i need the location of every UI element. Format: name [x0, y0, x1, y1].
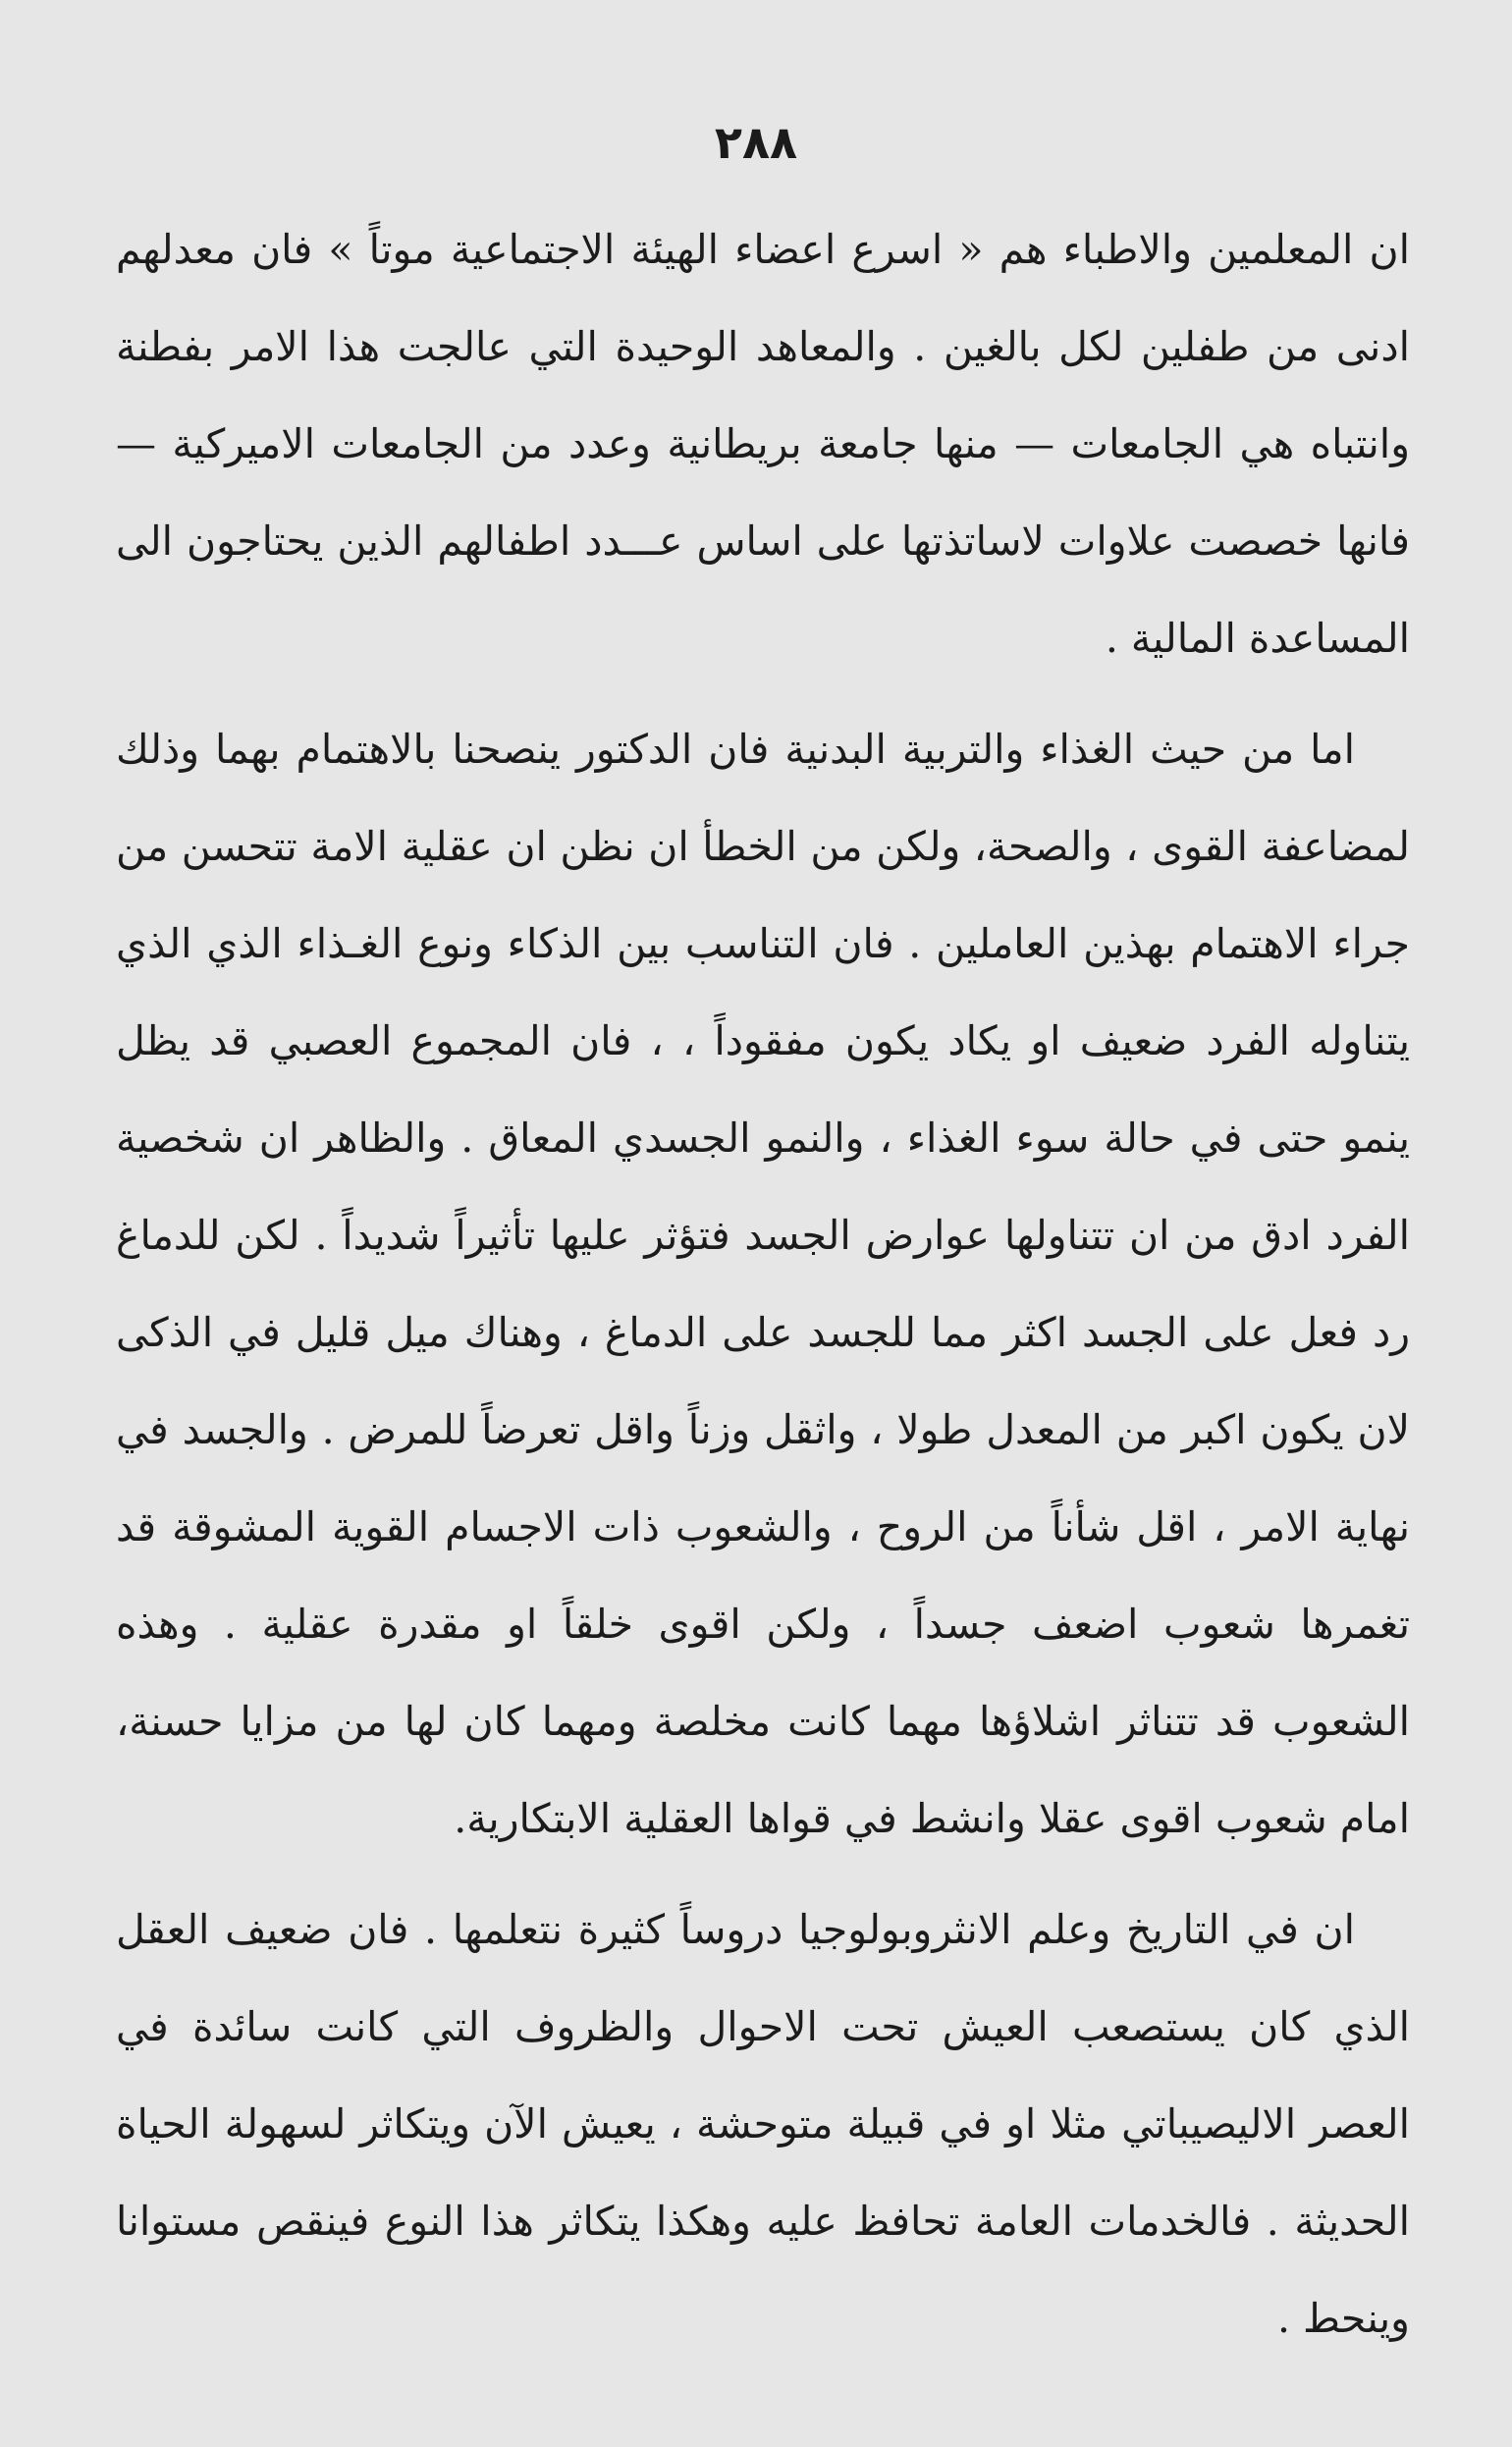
body-text [116, 201, 1410, 2367]
paragraph-1: ان المعلمين والاطباء هم « اسرع اعضاء الهيئة الاجتماعية موتاً » فان معدلهم ادنى من طفلين لكل بالغين . والمعاهد الوحيدة التي عالجت هذا الامر بفطنة وانتباه هي الجامعات — منها جامعة بريطانية وعدد من الجامعات الاميركية — فانها خصصت علاوات لاساتذتها على اساس عـــدد اطفالهم الذين يحتاجون الى المساعدة المالية . [116, 226, 1410, 662]
paragraph-3: ان في التاريخ وعلم الانثروبولوجيا دروساً كثيرة نتعلمها . فان ضعيف العقل الذي كان يستصعب العيش تحت الاحوال والظروف التي كانت سائدة في العصر الاليصيباتي مثلا او في قبيلة متوحشة ، يعيش الآن ويتكاثر لسهولة الحياة الحديثة . فالخدمات العامة تحافظ عليه وهكذا يتكاثر هذا النوع فينقص مستوانا وينحط . [116, 1906, 1410, 2342]
page-number: ٢٨٨ [714, 116, 798, 169]
paragraph-2: اما من حيث الغذاء والتربية البدنية فان الدكتور ينصحنا بالاهتمام بهما وذلك لمضاعفة القوى ، والصحة، ولكن من الخطأ ان نظن ان عقلية الامة تتحسن من جراء الاهتمام بهذين العاملين . فان التناسب بين الذكاء ونوع الغـذاء الذي الذي يتناوله الفرد ضعيف او يكاد يكون مفقوداً ، ، فان المجموع العصبي قد يظل ينمو حتى في حالة سوء الغذاء ، والنمو الجسدي المعاق . والظاهر ان شخصية الفرد ادق من ان تتناولها عوارض الجسد فتؤثر عليها تأثيراً شديداً . لكن للدماغ رد فعل على الجسد اكثر مما للجسد على الدماغ ، وهناك ميل قليل في الذكى لان يكون اكبر من المعدل طولا ، واثقل وزناً واقل تعرضاً للمرض . والجسد في نهاية الامر ، اقل شأناً من الروح ، والشعوب ذات الاجسام القوية المشوقة قد تغمرها شعوب اضعف جسداً ، ولكن اقوى خلقاً او مقدرة عقلية . وهذه الشعوب قد تتناثر اشلاؤها مهما كانت مخلصة ومهما كان لها من مزايا حسنة، امام شعوب اقوى عقلا وانشط في قواها العقلية الابتكارية. [116, 726, 1410, 1842]
